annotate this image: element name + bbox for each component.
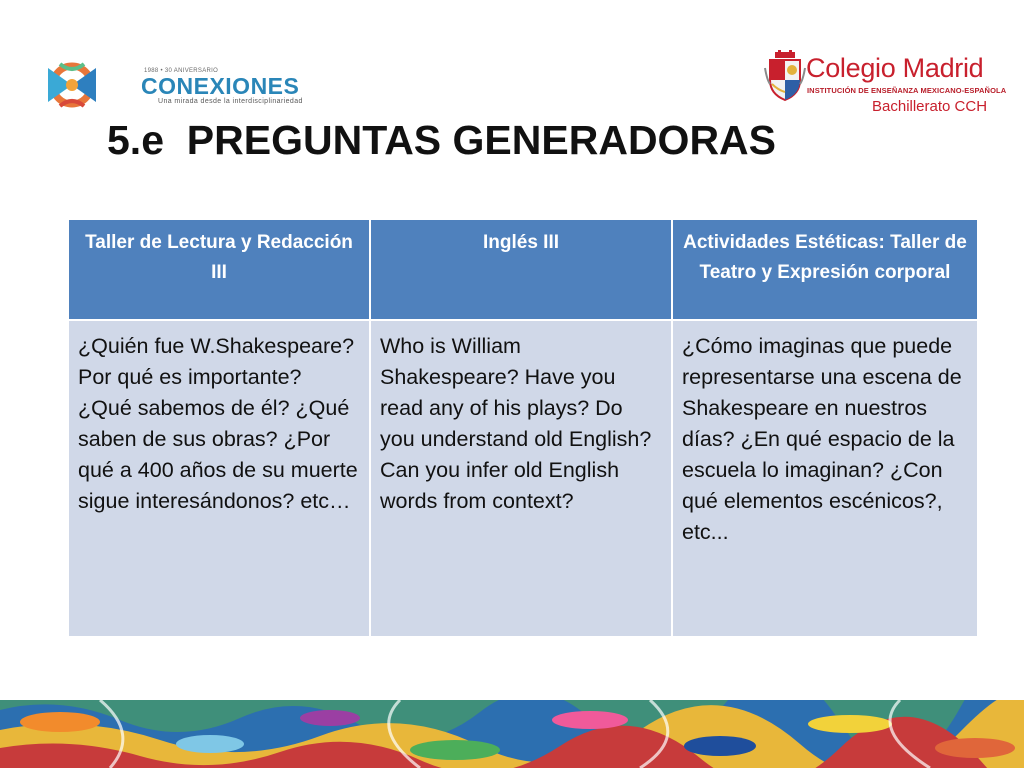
cell-text: ¿Cómo imaginas que puede representarse una escena de Shakespeare en nuestros días? ¿En qué espacio de la escuela lo imaginan? ¿Con qué elementos escénicos?, etc...: [682, 334, 962, 544]
decorative-art-strip: [0, 700, 1024, 768]
colegio-madrid-institution: INSTITUCIÓN DE ENSEÑANZA MEXICANO-ESPAÑOLA: [807, 86, 1007, 95]
conexiones-tagline: 1988 • 30 ANIVERSARIO: [144, 68, 219, 74]
table-row: [68, 320, 978, 637]
questions-table: [67, 218, 979, 638]
cell-text: ¿Quién fue W.Shakespeare? Por qué es importante? ¿Qué sabemos de él? ¿Qué saben de sus obras? ¿Por qué a 400 años de su muerte sigue interesándonos? etc…: [78, 334, 358, 513]
colegio-madrid-name: Colegio Madrid: [806, 53, 984, 83]
conexiones-mark-icon: [40, 60, 104, 110]
cell-ingles-questions: [370, 320, 672, 637]
conexiones-logo: [40, 58, 303, 114]
cell-actividades-questions: [672, 320, 978, 637]
conexiones-name: CONEXIONES: [141, 73, 300, 99]
crest-icon: [764, 50, 806, 102]
cell-text: Who is William Shakespeare? Have you read any of his plays? Do you understand old English? Can you infer old English words from context?: [380, 334, 652, 513]
slide-title: 5.e PREGUNTAS GENERADORAS: [107, 117, 777, 163]
header-taller-lectura: Taller de Lectura y Redacción III: [68, 219, 370, 320]
table-header-row: [68, 219, 978, 320]
conexiones-subtitle: Una mirada desde la interdisciplinariedad: [158, 98, 303, 105]
colegio-madrid-program: Bachillerato CCH: [872, 98, 988, 115]
cell-taller-lectura-questions: [68, 320, 370, 637]
header-ingles: Inglés III: [370, 219, 672, 320]
colegio-madrid-logo: [762, 50, 1007, 122]
header-actividades-esteticas: Actividades Estéticas: Taller de Teatro y Expresión corporal: [672, 219, 978, 320]
